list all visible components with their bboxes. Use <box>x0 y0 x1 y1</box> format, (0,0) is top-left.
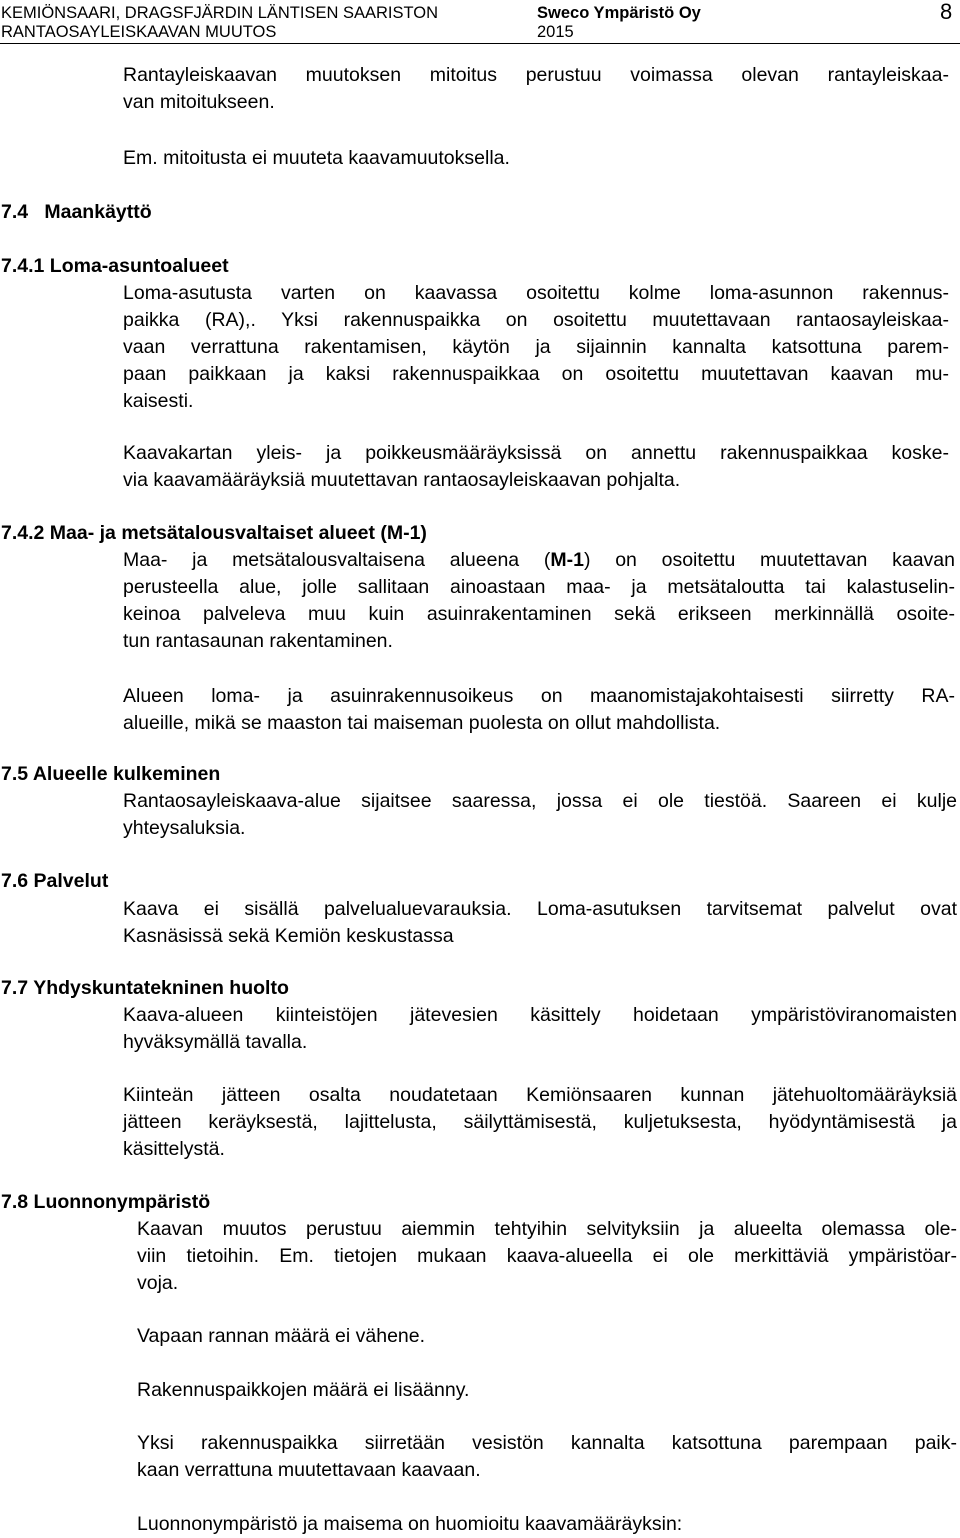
page-header <box>0 0 960 44</box>
section-7-4-1-paragraph-2: Kaavakartan yleis- ja poikkeusmääräyksissä on annettu rakennuspaikkaa koske- via kaavamääräyksiä muutettavan rantaosayleiskaavan pohjalta. <box>123 442 949 491</box>
header-project-line2: RANTAOSAYLEISKAAVAN MUUTOS <box>1 23 277 41</box>
section-heading-7-4-1: 7.4.1 Loma-asuntoalueet <box>1 255 229 277</box>
section-7-8-paragraph-5: Luonnonympäristö ja maisema on huomioitu kaavamääräyksin: <box>137 1513 683 1535</box>
header-year: 2015 <box>537 23 574 41</box>
section-heading-7-4-2: 7.4.2 Maa- ja metsätalousvaltaiset alueet (M-1) <box>1 522 427 544</box>
section-heading-7-8: 7.8 Luonnonympäristö <box>1 1191 211 1213</box>
section-7-8-paragraph-2: Vapaan rannan määrä ei vähene. <box>137 1325 426 1347</box>
header-company: Sweco Ympäristö Oy <box>537 4 701 22</box>
intro-paragraph-2: Em. mitoitusta ei muuteta kaavamuutoksella. <box>123 147 510 169</box>
section-7-6-paragraph-1: Kaava ei sisällä palvelualuevarauksia. Loma-asutuksen tarvitsemat palvelut ovat Kasnäsissä sekä Kemiön keskustassa <box>123 898 957 947</box>
page-number: 8 <box>940 0 953 24</box>
zone-code-m1: M-1 <box>550 549 584 571</box>
section-heading-7-4: 7.4 Maankäyttö <box>1 201 152 223</box>
section-7-7-paragraph-2: Kiinteän jätteen osalta noudatetaan Kemiönsaaren kunnan jätehuoltomääräyksiä jätteen keräyksestä, lajittelusta, säilyttämisestä, kuljetuksesta, hyödyntämisestä ja käsittelystä. <box>123 1084 957 1160</box>
section-7-8-paragraph-1: Kaavan muutos perustuu aiemmin tehtyihin selvityksiin ja alueelta olemassa ole- viin tietoihin. Em. tietojen mukaan kaava-alueella ei ole merkittäviä ympäristöar- voja. <box>137 1218 957 1294</box>
section-7-7-paragraph-1: Kaava-alueen kiinteistöjen jätevesien käsittely hoidetaan ympäristöviranomaisten hyväksymällä tavalla. <box>123 1004 957 1053</box>
section-7-5-paragraph-1: Rantaosayleiskaava-alue sijaitsee saaressa, jossa ei ole tiestöä. Saareen ei kulje yhteysaluksia. <box>123 790 957 839</box>
section-heading-7-6: 7.6 Palvelut <box>1 870 109 892</box>
section-7-4-1-paragraph-1: Loma-asutusta varten on kaavassa osoitettu kolme loma-asunnon rakennus- paikka (RA),. Yksi rakennuspaikka on osoitettu muutettavaan rantaosayleiskaa- vaan verrattuna rakentamisen, käytön ja sijainnin kannalta katsottuna parem- paan paikkaan ja kaksi rakennuspaikkaa on osoitettu muutettavan kaavan mu- kaisesti. <box>123 282 949 412</box>
header-project-line1: KEMIÖNSAARI, DRAGSFJÄRDIN LÄNTISEN SAARISTON <box>1 4 439 22</box>
section-7-8-paragraph-3: Rakennuspaikkojen määrä ei lisäänny. <box>137 1379 470 1401</box>
intro-paragraph-1: Rantayleiskaavan muutoksen mitoitus perustuu voimassa olevan rantayleiskaa- van mitoitukseen. <box>123 64 949 113</box>
section-7-4-2-paragraph-1: Maa- ja metsätalousvaltaisena alueena (M-1) on osoitettu muutettavan kaavan perusteella alue, jolle sallitaan ainoastaan maa- ja metsätaloutta tai kalastuselin- keinoa palveleva muu kuin asuinrakentaminen sekä erikseen merkinnällä osoite- tun rantasaunan rakentaminen. <box>123 549 955 652</box>
section-heading-7-7: 7.7 Yhdyskuntatekninen huolto <box>1 977 289 999</box>
header-divider <box>0 43 960 44</box>
section-heading-7-5: 7.5 Alueelle kulkeminen <box>1 763 221 785</box>
section-7-4-2-paragraph-2: Alueen loma- ja asuinrakennusoikeus on maanomistajakohtaisesti siirretty RA- alueille, mikä se maaston tai maiseman puolesta on ollut mahdollista. <box>123 685 955 734</box>
section-7-8-paragraph-4: Yksi rakennuspaikka siirretään vesistön kannalta katsottuna parempaan paik- kaan verrattuna muutettavaan kaavaan. <box>137 1432 957 1481</box>
